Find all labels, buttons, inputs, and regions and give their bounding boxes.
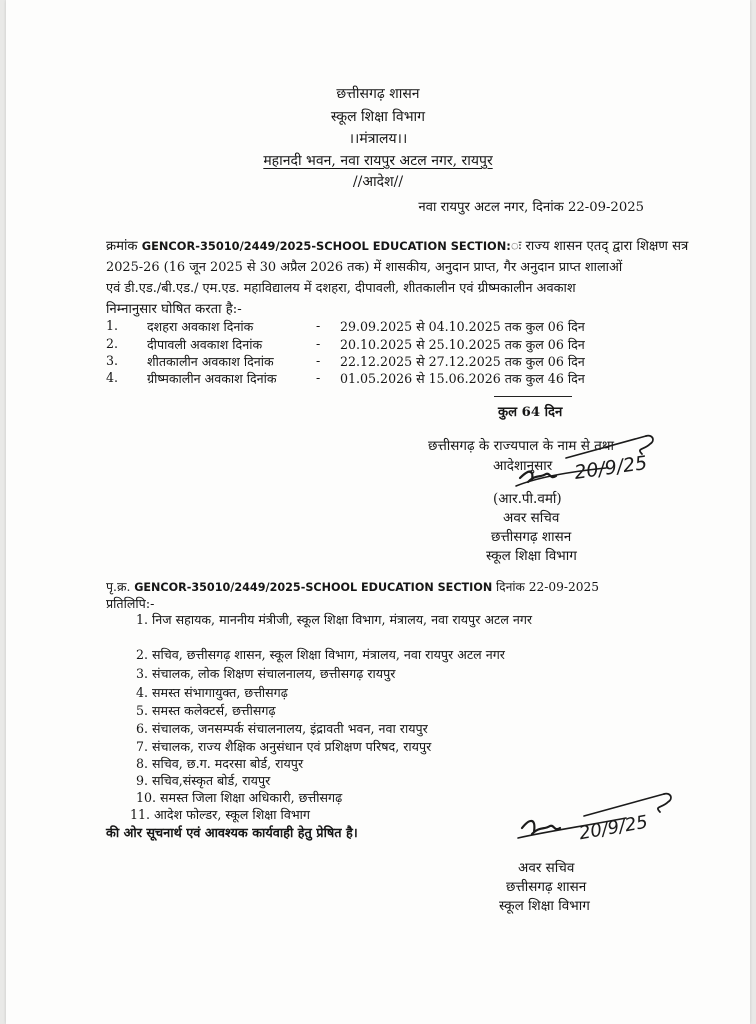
intro-line-3: एवं डी.एड./बी.एड./ एम.एड. महाविद्यालय में दशहरा, दीपावली, शीतकालीन एवं ग्रीष्मकालीन अवकाश [106, 281, 576, 296]
sign1-line2: आदेशानुसार [493, 458, 553, 474]
signature-2-date: 20/9/25 [577, 811, 650, 845]
intro-line-4: निम्नानुसार घोषित करता है:- [106, 302, 242, 317]
sign1-name: (आर.पी.वर्मा) [493, 491, 562, 507]
copy-item: 2. सचिव, छत्तीसगढ़ शासन, स्कूल शिक्षा विभाग, मंत्रालय, नवा रायपुर अटल नगर [136, 647, 505, 662]
holiday-dash: - [316, 353, 321, 368]
sign2-govt: छत्तीसगढ़ शासन [506, 879, 587, 895]
copy-item: 11. आदेश फोल्डर, स्कूल शिक्षा विभाग [130, 807, 311, 822]
ref-label: क्रमांक [106, 239, 138, 254]
holiday-dash: - [316, 318, 321, 333]
sign2-desig: अवर सचिव [518, 860, 575, 876]
copy-closing: की ओर सूचनार्थ एवं आवश्यक कार्यवाही हेतु प्रेषित है। [106, 826, 358, 841]
holiday-period: 20.10.2025 से 25.10.2025 तक कुल 06 दिन [340, 337, 585, 352]
sign1-govt: छत्तीसगढ़ शासन [491, 529, 572, 545]
holiday-num: 4. [106, 370, 119, 385]
document-page [6, 0, 750, 1024]
place-date: नवा रायपुर अटल नगर, दिनांक 22-09-2025 [418, 200, 644, 215]
copy-ref-line [106, 578, 599, 595]
copy-item: 6. संचालक, जनसम्पर्क संचालनालय, इंद्रावती भवन, नवा रायपुर [136, 721, 428, 736]
holiday-period: 29.09.2025 से 04.10.2025 तक कुल 06 दिन [340, 319, 585, 334]
copy-ref-label: पृ.क्र. [106, 579, 131, 594]
holiday-num: 1. [106, 318, 119, 333]
header-dept: स्कूल शिक्षा विभाग [330, 109, 426, 125]
holiday-name: दीपावली अवकाश दिनांक [147, 337, 263, 352]
copy-item: 8. सचिव, छ.ग. मदरसा बोर्ड, रायपुर [136, 756, 304, 771]
header-address-wrap [6, 151, 750, 170]
copy-date: दिनांक 22-09-2025 [495, 580, 600, 594]
signature-2-icon [514, 788, 704, 858]
holiday-period: 01.05.2026 से 15.06.2026 तक कुल 46 दिन [340, 371, 585, 386]
ref-number: GENCOR-35010/2449/2025-SCHOOL EDUCATION SECTION: [141, 239, 511, 253]
sign1-desig: अवर सचिव [503, 510, 560, 526]
copy-item: 7. संचालक, राज्य शैक्षिक अनुसंधान एवं प्रशिक्षण परिषद, रायपुर [136, 739, 432, 754]
copy-ref-number: GENCOR-35010/2449/2025-SCHOOL EDUCATION SECTION [134, 581, 493, 594]
copy-item: 3. संचालक, लोक शिक्षण संचालनालय, छत्तीसगढ़ रायपुर [136, 666, 396, 681]
intro-line-2: 2025-26 (16 जून 2025 से 30 अप्रैल 2026 तक) में शासकीय, अनुदान प्राप्त, गैर अनुदान प्राप्त शालाओं [106, 260, 623, 275]
sign2-dept: स्कूल शिक्षा विभाग [499, 898, 590, 914]
header-address: महानदी भवन, नवा रायपुर अटल नगर, रायपुर [263, 153, 493, 169]
copy-item: 9. सचिव,संस्कृत बोर्ड, रायपुर [136, 773, 271, 788]
intro-line-1 [106, 236, 688, 257]
copy-item: 5. समस्त कलेक्टर्स, छत्तीसगढ़ [136, 703, 276, 718]
holiday-name: दशहरा अवकाश दिनांक [147, 319, 254, 334]
intro-line-1-text: ः राज्य शासन एतद् द्वारा शिक्षण सत्र [510, 239, 689, 254]
signature-1-date: 20/9/25 [572, 451, 649, 484]
total-rule [494, 396, 572, 397]
holiday-dash: - [316, 370, 321, 385]
holiday-period: 22.12.2025 से 27.12.2025 तक कुल 06 दिन [340, 354, 585, 369]
copy-item: 4. समस्त संभागायुक्त, छत्तीसगढ़ [136, 685, 288, 700]
header-mantralaya: ।।मंत्रालय।। [348, 131, 408, 147]
sign1-dept: स्कूल शिक्षा विभाग [486, 548, 577, 564]
holiday-name: शीतकालीन अवकाश दिनांक [147, 354, 274, 369]
total-days: कुल 64 दिन [498, 405, 563, 420]
sign1-line1: छत्तीसगढ़ के राज्यपाल के नाम से तथा [428, 438, 614, 454]
holiday-dash: - [316, 336, 321, 351]
holiday-num: 2. [106, 336, 119, 351]
holiday-name: ग्रीष्मकालीन अवकाश दिनांक [147, 371, 277, 386]
copy-prati: प्रतिलिपि:- [106, 596, 155, 611]
holiday-num: 3. [106, 353, 119, 368]
copy-item: 1. निज सहायक, माननीय मंत्रीजी, स्कूल शिक्षा विभाग, मंत्रालय, नवा रायपुर अटल नगर [136, 612, 533, 627]
header-order: //आदेश// [352, 174, 404, 190]
header-govt: छत्तीसगढ़ शासन [336, 86, 420, 102]
copy-item: 10. समस्त जिला शिक्षा अधिकारी, छत्तीसगढ़ [136, 790, 343, 805]
